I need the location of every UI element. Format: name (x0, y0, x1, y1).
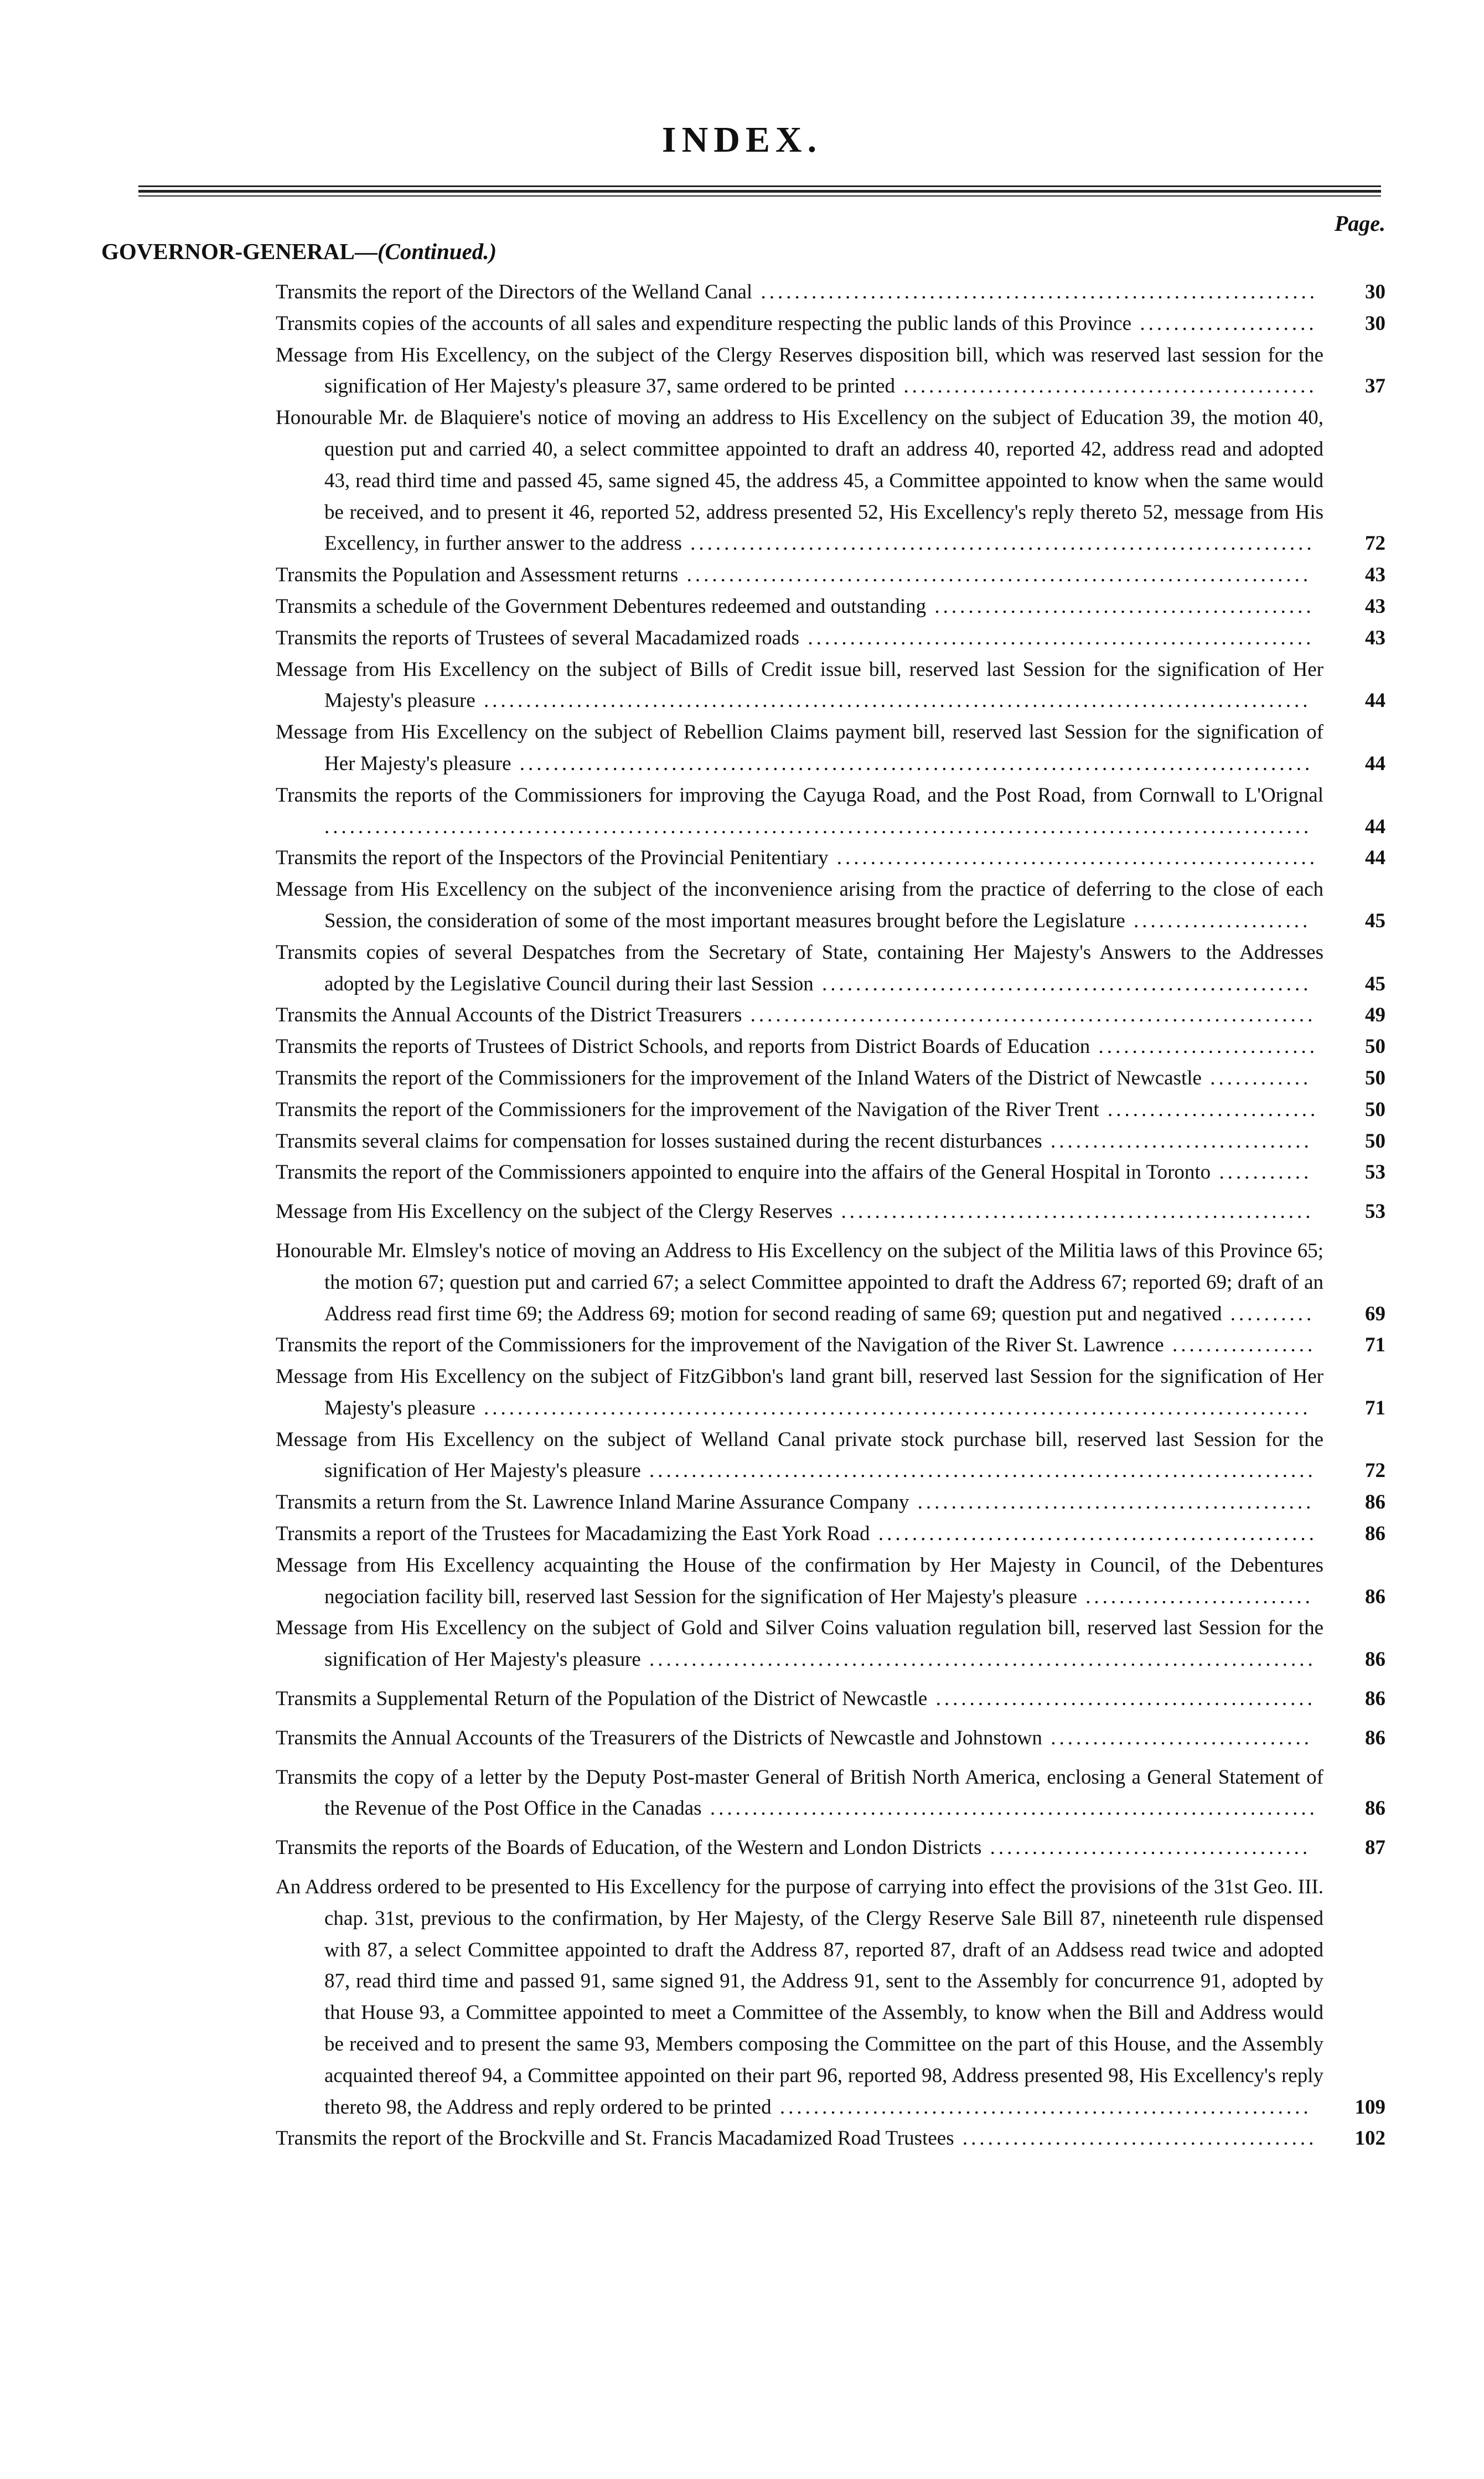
dot-leader: ................. (1164, 1334, 1316, 1357)
title-rule (138, 190, 1381, 193)
index-entry (276, 1236, 1385, 1330)
section-continued: (Continued.) (377, 239, 497, 264)
entry-page-number: 86 (1365, 1585, 1385, 1608)
entry-page-number: 30 (1365, 312, 1385, 335)
entry-page-number: 44 (1365, 689, 1385, 712)
entry-page-number: 50 (1365, 1035, 1385, 1058)
dot-leader: .................................................................. (752, 281, 1318, 303)
entry-text: Message from His Excellency acquainting the House of the confirmation by Her Majesty in Council, of the Debentures negociation facility bill, reserved last Session for the signification of Her Majesty's pleasure (276, 1553, 1323, 1608)
dot-leader: ............................................................................... (640, 1648, 1316, 1671)
index-entry (276, 780, 1385, 843)
title-rule (138, 195, 1381, 197)
index-entry (276, 874, 1385, 937)
dot-leader: ............................................. (926, 595, 1315, 618)
dot-leader: .......................................... (954, 2127, 1317, 2150)
index-entry (276, 1196, 1385, 1228)
entry-page-number: 86 (1365, 1491, 1385, 1514)
dot-leader: ............................................................... (771, 2095, 1312, 2119)
entry-page-number: 72 (1365, 532, 1385, 555)
index-entry (276, 1613, 1385, 1676)
entry-page-number: 86 (1365, 1797, 1385, 1820)
index-entry (276, 1762, 1385, 1825)
dot-leader: ............................................................................... (640, 1459, 1316, 1483)
dot-leader: ........................................................ (833, 1200, 1314, 1223)
dot-leader: ......................................................... (828, 846, 1318, 870)
index-entry (276, 937, 1385, 1000)
entry-page-number: 45 (1365, 909, 1385, 932)
index-entry (276, 1126, 1385, 1158)
index-entry (276, 1000, 1385, 1031)
entry-page-number: 72 (1365, 1459, 1385, 1483)
entry-page-number: 43 (1365, 595, 1385, 618)
entry-text: Transmits the copy of a letter by the Deputy Post-master General of British North America, enclosing a General Statement of the Revenue of the Post Office in the Canadas (276, 1765, 1323, 1820)
index-entry (276, 1519, 1385, 1550)
entry-text: Transmits the Annual Accounts of the District Treasurers (276, 1004, 742, 1027)
entry-text: Transmits the report of the Commissioners appointed to enquire into the affairs of the General Hospital in Toronto (276, 1161, 1211, 1184)
dot-leader: ........... (1211, 1161, 1312, 1184)
index-entry (276, 1094, 1385, 1126)
dot-leader: ................................................................... (742, 1004, 1316, 1027)
entry-page-number: 69 (1365, 1302, 1385, 1325)
dot-leader: .................................................... (870, 1522, 1317, 1546)
entry-text: Transmits the report of the Commissioners for the improvement of the Inland Waters of the District of Newcastle (276, 1066, 1202, 1089)
index-entry (276, 308, 1385, 340)
index-entry (276, 1683, 1385, 1715)
entry-page-number: 86 (1365, 1522, 1385, 1546)
entry-text: Transmits the Population and Assessment returns (276, 564, 679, 587)
entry-page-number: 86 (1365, 1648, 1385, 1671)
index-entry (276, 654, 1385, 717)
page-column-label: Page. (1334, 211, 1385, 236)
entry-text: Transmits copies of several Despatches from the Secretary of State, containing Her Majesty's Answers to the Addresses adopted by the Legislative Council during their last Session (276, 941, 1323, 995)
entry-text: Message from His Excellency on the subject of the Clergy Reserves (276, 1200, 833, 1223)
entry-text: Message from His Excellency on the subject of the inconvenience arising from the practice of deferring to the close of each Session, the consideration of some of the most important measures brought before the Legislature (276, 878, 1323, 932)
entry-text: Honourable Mr. Elmsley's notice of moving an Address to His Excellency on the subject of the Militia laws of this Province 65; the motion 67; question put and carried 67; a select Committee appointed to draft the Address 67; reported 69; draft of an Address read first time 69; the Address 69; motion for second reading of same 69; question put and negatived (276, 1239, 1323, 1325)
index-entry (276, 1550, 1385, 1613)
index-entry (276, 1872, 1385, 2123)
section-name: GOVERNOR-GENERAL— (101, 239, 378, 264)
entry-page-number: 87 (1365, 1836, 1385, 1860)
entry-text: Message from His Excellency on the subject of FitzGibbon's land grant bill, reserved last Session for the signification of Her Majesty's pleasure (276, 1365, 1323, 1419)
section-heading (101, 238, 497, 265)
title-rule (138, 185, 1381, 187)
entry-page-number: 45 (1365, 972, 1385, 995)
entry-page-number: 43 (1365, 626, 1385, 649)
entry-text: Transmits a schedule of the Government Debentures redeemed and outstanding (276, 595, 927, 618)
entry-text: Message from His Excellency on the subject of Welland Canal private stock purchase bill, reserved last Session for the signification of Her Majesty's pleasure (276, 1428, 1323, 1483)
entry-text: Transmits the report of the Commissioners for the improvement of the Navigation of the River Trent (276, 1098, 1099, 1121)
dot-leader: .......................... (1090, 1035, 1318, 1058)
dot-leader: ............................................... (909, 1491, 1315, 1514)
entry-text: Transmits the Annual Accounts of the Treasurers of the Districts of Newcastle and Johnstown (276, 1726, 1042, 1749)
entry-page-number: 43 (1365, 564, 1385, 587)
entry-page-number: 50 (1365, 1066, 1385, 1089)
index-entry (276, 1832, 1385, 1864)
dot-leader: ..................... (1131, 312, 1317, 335)
index-entry (276, 1063, 1385, 1094)
dot-leader: ..................................................................................................................... (324, 815, 1312, 838)
index-entries (276, 277, 1385, 2155)
dot-leader: ............................................. (927, 1687, 1316, 1711)
dot-leader: .................................................................................................. (475, 1396, 1311, 1419)
dot-leader: .......... (1222, 1302, 1315, 1325)
entry-text: Message from His Excellency on the subject of Gold and Silver Coins valuation regulation bill, reserved last Session for the signification of Her Majesty's pleasure (276, 1616, 1323, 1671)
entry-text: Transmits the reports of Trustees of several Macadamized roads (276, 626, 800, 649)
entry-text: An Address ordered to be presented to His Excellency for the purpose of carrying into effect the provisions of the 31st Geo. III. chap. 31st, previous to the confirmation, by Her Majesty, of the Clergy Reserve Sale Bill 87, nineteenth rule dispensed with 87, a select Committee appointed to draft the Address 87, reported 87, draft of an Addsess read twice and adopted 87, read third time and passed 91, same signed 91, the Address 91, sent to the Assembly for concurrence 91, adopted by that House 93, a Committee appointed to meet a Committee of the Assembly, to know when the Bill and Address would be received and to present the same 93, Members composing the Committee on the part of this House, and the Assembly acquainted thereof 94, a Committee appointed on their part 96, reported 98, Address presented 98, His Excellency's reply thereto 98, the Address and reply ordered to be printed (276, 1876, 1323, 2119)
entry-text: Message from His Excellency on the subject of Rebellion Claims payment bill, reserved last Session for the signification of Her Majesty's pleasure (276, 721, 1323, 775)
index-entry (276, 1031, 1385, 1063)
entry-page-number: 44 (1365, 752, 1385, 775)
dot-leader: ......................... (1099, 1098, 1319, 1121)
entry-page-number: 102 (1354, 2127, 1385, 2150)
index-entry (276, 402, 1385, 560)
entry-text: Message from His Excellency on the subject of Bills of Credit issue bill, reserved last Session for the signification of Her Majesty's pleasure (276, 658, 1323, 712)
dot-leader: .......................................................................... (678, 564, 1312, 587)
entry-text: Transmits the reports of the Boards of Education, of the Western and London Districts (276, 1836, 982, 1860)
index-entry (276, 1361, 1385, 1424)
entry-page-number: 44 (1365, 815, 1385, 838)
entry-page-number: 44 (1365, 846, 1385, 870)
dot-leader: .............................................................................................. (511, 752, 1314, 775)
dot-leader: ........................................................................ (701, 1797, 1318, 1820)
dot-leader: ............................... (1042, 1726, 1312, 1749)
dot-leader: ..................... (1125, 909, 1311, 932)
entry-text: Transmits a Supplemental Return of the Population of the District of Newcastle (276, 1687, 928, 1711)
index-entry (276, 277, 1385, 308)
dot-leader: .......................................................................... (681, 532, 1315, 555)
index-entry (276, 1487, 1385, 1519)
index-entry (276, 1157, 1385, 1189)
dot-leader: ............................................................ (799, 626, 1315, 649)
entry-text: Transmits a report of the Trustees for Macadamizing the East York Road (276, 1522, 870, 1546)
entry-page-number: 53 (1365, 1161, 1385, 1184)
page-title: INDEX. (661, 120, 823, 160)
index-entry (276, 1330, 1385, 1361)
entry-text: Transmits the report of the Inspectors of the Provincial Penitentiary (276, 846, 829, 870)
entry-page-number: 49 (1365, 1004, 1385, 1027)
entry-text: Transmits the report of the Brockville and St. Francis Macadamized Road Trustees (276, 2127, 954, 2150)
entry-text: Transmits the reports of the Commissioners for improving the Cayuga Road, and the Post Road, from Cornwall to L'Orignal (276, 783, 1323, 807)
entry-page-number: 53 (1365, 1200, 1385, 1223)
dot-leader: .................................................................................................. (475, 689, 1311, 712)
entry-page-number: 71 (1365, 1396, 1385, 1419)
dot-leader: ...................................... (981, 1836, 1311, 1860)
entry-text: Transmits the report of the Directors of the Welland Canal (276, 281, 753, 303)
index-entry (276, 591, 1385, 623)
dot-leader: ................................................. (895, 375, 1317, 398)
entry-text: Transmits several claims for compensation for losses sustained during the recent disturbances (276, 1129, 1042, 1153)
index-entry (276, 1424, 1385, 1488)
index-entry (276, 1723, 1385, 1754)
entry-page-number: 86 (1365, 1687, 1385, 1711)
entry-page-number: 71 (1365, 1334, 1385, 1357)
entry-text: Transmits a return from the St. Lawrence Inland Marine Assurance Company (276, 1491, 909, 1514)
entry-page-number: 37 (1365, 375, 1385, 398)
entry-text: Message from His Excellency, on the subject of the Clergy Reserves disposition bill, which was reserved last session for the signification of Her Majesty's pleasure 37, same ordered to be printed (276, 343, 1323, 398)
entry-text: Honourable Mr. de Blaquiere's notice of moving an address to His Excellency on the subject of Education 39, the motion 40, question put and carried 40, a select committee appointed to draft an address 40, reported 42, address read and adopted 43, read third time and passed 45, same signed 45, the address 45, a Committee appointed to know when the same would be received, and to present it 46, reported 52, address presented 52, His Excellency's reply thereto 52, message from His Excellency, in further answer to the address (276, 406, 1323, 555)
entry-text: Transmits the report of the Commissioners for the improvement of the Navigation of the River St. Lawrence (276, 1334, 1164, 1357)
entry-page-number: 109 (1354, 2095, 1385, 2119)
entry-page-number: 86 (1365, 1726, 1385, 1749)
index-entry (276, 340, 1385, 403)
dot-leader: ............ (1201, 1066, 1312, 1089)
dot-leader: .......................................................... (813, 972, 1312, 995)
index-entry (276, 623, 1385, 654)
index-entry (276, 560, 1385, 591)
entry-page-number: 30 (1365, 281, 1385, 303)
entry-page-number: 50 (1365, 1129, 1385, 1153)
entry-text: Transmits copies of the accounts of all sales and expenditure respecting the public lands of this Province (276, 312, 1132, 335)
index-entry (276, 843, 1385, 874)
index-entry (276, 717, 1385, 780)
dot-leader: ............................... (1042, 1129, 1312, 1153)
entry-page-number: 50 (1365, 1098, 1385, 1121)
dot-leader: ........................... (1077, 1585, 1314, 1608)
entry-text: Transmits the reports of Trustees of District Schools, and reports from District Boards of Education (276, 1035, 1090, 1058)
index-entry (276, 2123, 1385, 2155)
